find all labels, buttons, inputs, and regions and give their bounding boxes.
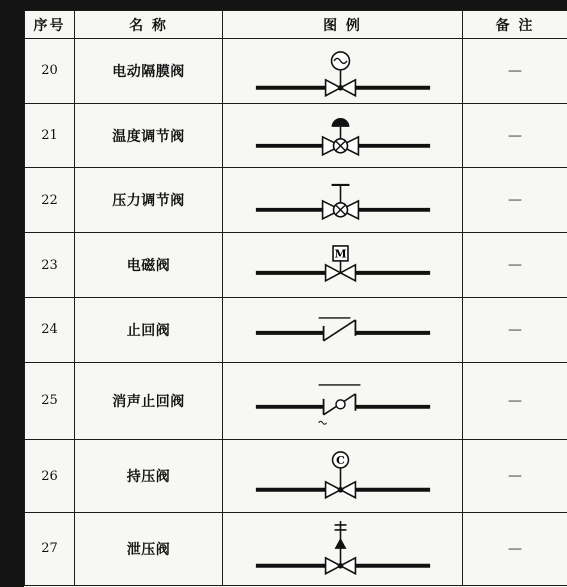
row-legend	[223, 39, 463, 104]
row-name: 电磁阀	[75, 233, 223, 298]
table-row	[25, 103, 567, 168]
table-row	[25, 39, 567, 104]
pressure-relief-valve-icon	[223, 513, 462, 585]
row-index: 23	[25, 233, 75, 298]
header-index: 序号	[25, 11, 75, 39]
pressure-control-valve-icon	[223, 168, 462, 232]
row-note: —	[463, 512, 567, 585]
row-name: 止回阀	[75, 297, 223, 362]
row-legend	[223, 233, 463, 298]
valve-legend-sheet	[24, 10, 567, 587]
row-name: 泄压阀	[75, 512, 223, 585]
header-legend: 图 例	[223, 11, 463, 39]
check-valve-icon	[223, 298, 462, 362]
row-note: —	[463, 103, 567, 168]
row-index: 27	[25, 512, 75, 585]
row-legend	[223, 440, 463, 513]
row-index: 24	[25, 297, 75, 362]
row-note: —	[463, 297, 567, 362]
pressure-sustaining-valve-icon	[223, 440, 462, 512]
row-index: 20	[25, 39, 75, 104]
row-index: 22	[25, 168, 75, 233]
valve-legend-table	[24, 10, 567, 586]
table-header-row	[25, 11, 567, 39]
row-legend	[223, 103, 463, 168]
table-row	[25, 362, 567, 440]
row-index: 26	[25, 440, 75, 513]
row-legend	[223, 512, 463, 585]
row-name: 压力调节阀	[75, 168, 223, 233]
row-name: 电动隔膜阀	[75, 39, 223, 104]
row-note: —	[463, 39, 567, 104]
table-row	[25, 233, 567, 298]
table-row	[25, 440, 567, 513]
motorized-diaphragm-valve-icon	[223, 39, 462, 103]
header-note: 备 注	[463, 11, 567, 39]
row-note: —	[463, 362, 567, 440]
table-row	[25, 512, 567, 585]
row-name: 温度调节阀	[75, 103, 223, 168]
row-note: —	[463, 440, 567, 513]
temperature-control-valve-icon	[223, 104, 462, 168]
row-legend	[223, 168, 463, 233]
row-index: 21	[25, 103, 75, 168]
row-index: 25	[25, 362, 75, 440]
row-note: —	[463, 233, 567, 298]
pressure-sustaining-label: C	[336, 454, 345, 468]
row-legend	[223, 297, 463, 362]
header-name: 名 称	[75, 11, 223, 39]
silencing-check-valve-icon	[223, 363, 462, 440]
row-note: —	[463, 168, 567, 233]
table-row	[25, 297, 567, 362]
table-row	[25, 168, 567, 233]
row-name: 消声止回阀	[75, 362, 223, 440]
row-legend	[223, 362, 463, 440]
row-name: 持压阀	[75, 440, 223, 513]
solenoid-label: M	[334, 247, 347, 261]
solenoid-valve-icon	[223, 233, 462, 297]
